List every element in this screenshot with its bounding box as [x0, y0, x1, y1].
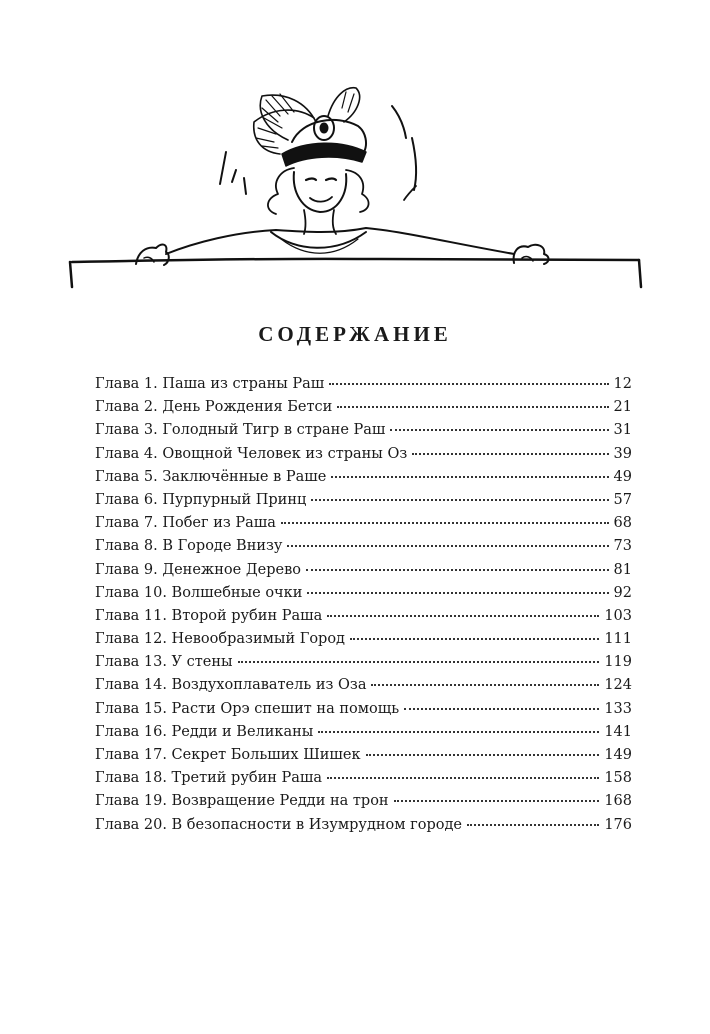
toc-entry[interactable]: [95, 790, 632, 813]
toc-entry-label: Глава 15. Расти Орэ спешит на помощь: [95, 700, 400, 717]
toc-entry-page: 39: [613, 445, 632, 462]
leader-dots: [412, 453, 608, 455]
toc-entry-page: 68: [613, 515, 632, 532]
leader-dots: [327, 777, 599, 779]
leader-dots: [238, 661, 600, 663]
leader-dots: [281, 522, 609, 524]
toc-entry-page: 133: [604, 700, 632, 717]
toc-entry-label: Глава 20. В безопасности в Изумрудном городе: [95, 816, 463, 833]
toc-entry-page: 158: [604, 770, 632, 787]
leader-dots: [371, 684, 599, 686]
leader-dots: [366, 754, 600, 756]
toc-entry[interactable]: [95, 419, 632, 442]
toc-entry[interactable]: [95, 535, 632, 558]
toc-entry-label: Глава 6. Пурпурный Принц: [95, 491, 307, 508]
toc-entry-label: Глава 16. Редди и Великаны: [95, 723, 314, 740]
toc-entry-label: Глава 10. Волшебные очки: [95, 584, 303, 601]
toc-entry[interactable]: [95, 512, 632, 535]
toc-entry-label: Глава 3. Голодный Тигр в стране Раш: [95, 422, 386, 439]
toc-entry[interactable]: [95, 605, 632, 628]
toc-entry-label: Глава 13. У стены: [95, 654, 233, 671]
toc-entry-page: 124: [604, 677, 632, 694]
leader-dots: [467, 824, 599, 826]
toc-entry-page: 92: [613, 584, 632, 601]
toc-entry-label: Глава 12. Невообразимый Город: [95, 631, 345, 648]
toc-entry-page: 149: [604, 747, 632, 763]
toc-entry[interactable]: [95, 559, 632, 582]
toc-entry-page: 81: [613, 561, 632, 578]
toc-entry-page: 31: [613, 422, 632, 439]
toc-entry-page: 57: [613, 491, 632, 508]
table-of-contents: [95, 373, 632, 837]
toc-entry[interactable]: [95, 489, 632, 512]
toc-entry-page: 49: [613, 468, 632, 485]
toc-entry-page: 176: [604, 816, 632, 833]
page-title: СОДЕРЖАНИЕ: [258, 322, 452, 346]
toc-entry-page: 21: [613, 399, 632, 416]
leader-dots: [390, 429, 608, 431]
leader-dots: [329, 383, 608, 385]
toc-entry-page: 103: [604, 607, 632, 624]
leader-dots: [394, 800, 600, 802]
leader-dots: [350, 638, 599, 640]
toc-entry[interactable]: [95, 582, 632, 605]
toc-entry-label: Глава 18. Третий рубин Раша: [95, 770, 323, 787]
girl-illustration-icon: [66, 82, 644, 294]
toc-entry-page: 141: [604, 723, 632, 740]
toc-entry[interactable]: [95, 698, 632, 721]
toc-entry[interactable]: [95, 443, 632, 466]
leader-dots: [306, 569, 609, 571]
toc-entry-label: Глава 4. Овощной Человек из страны Оз: [95, 445, 408, 462]
toc-entry-label: Глава 7. Побег из Раша: [95, 515, 276, 532]
toc-entry-label: Глава 19. Возвращение Редди на трон: [95, 793, 389, 810]
toc-entry-label: Глава 5. Заключённые в Раше: [95, 468, 327, 485]
toc-entry-page: 12: [613, 376, 632, 392]
leader-dots: [404, 708, 599, 710]
toc-entry-label: Глава 2. День Рождения Бетси: [95, 399, 333, 416]
toc-entry-page: 168: [604, 793, 632, 810]
toc-entry-label: Глава 9. Денежное Дерево: [95, 561, 301, 578]
toc-entry-label: Глава 1. Паша из страны Раш: [95, 376, 325, 392]
toc-entry-label: Глава 17. Секрет Больших Шишек: [95, 747, 361, 763]
toc-entry-page: 73: [613, 538, 632, 555]
toc-entry[interactable]: [95, 466, 632, 489]
leader-dots: [331, 476, 608, 478]
leader-dots: [311, 499, 608, 501]
toc-entry[interactable]: [95, 651, 632, 674]
leader-dots: [337, 406, 608, 408]
toc-entry[interactable]: [95, 674, 632, 697]
toc-entry[interactable]: [95, 767, 632, 790]
toc-entry-page: 119: [604, 654, 632, 671]
toc-entry-label: Глава 14. Воздухоплаватель из Оза: [95, 677, 367, 694]
toc-entry[interactable]: [95, 396, 632, 419]
leader-dots: [318, 731, 599, 733]
toc-entry-label: Глава 8. В Городе Внизу: [95, 538, 283, 555]
toc-entry[interactable]: [95, 373, 632, 396]
toc-entry[interactable]: [95, 814, 632, 837]
leader-dots: [307, 592, 608, 594]
toc-entry-label: Глава 11. Второй рубин Раша: [95, 607, 323, 624]
leader-dots: [327, 615, 599, 617]
toc-entry[interactable]: [95, 744, 632, 767]
toc-entry-page: 111: [604, 631, 632, 648]
leader-dots: [287, 545, 608, 547]
toc-entry[interactable]: [95, 721, 632, 744]
toc-entry[interactable]: [95, 628, 632, 651]
